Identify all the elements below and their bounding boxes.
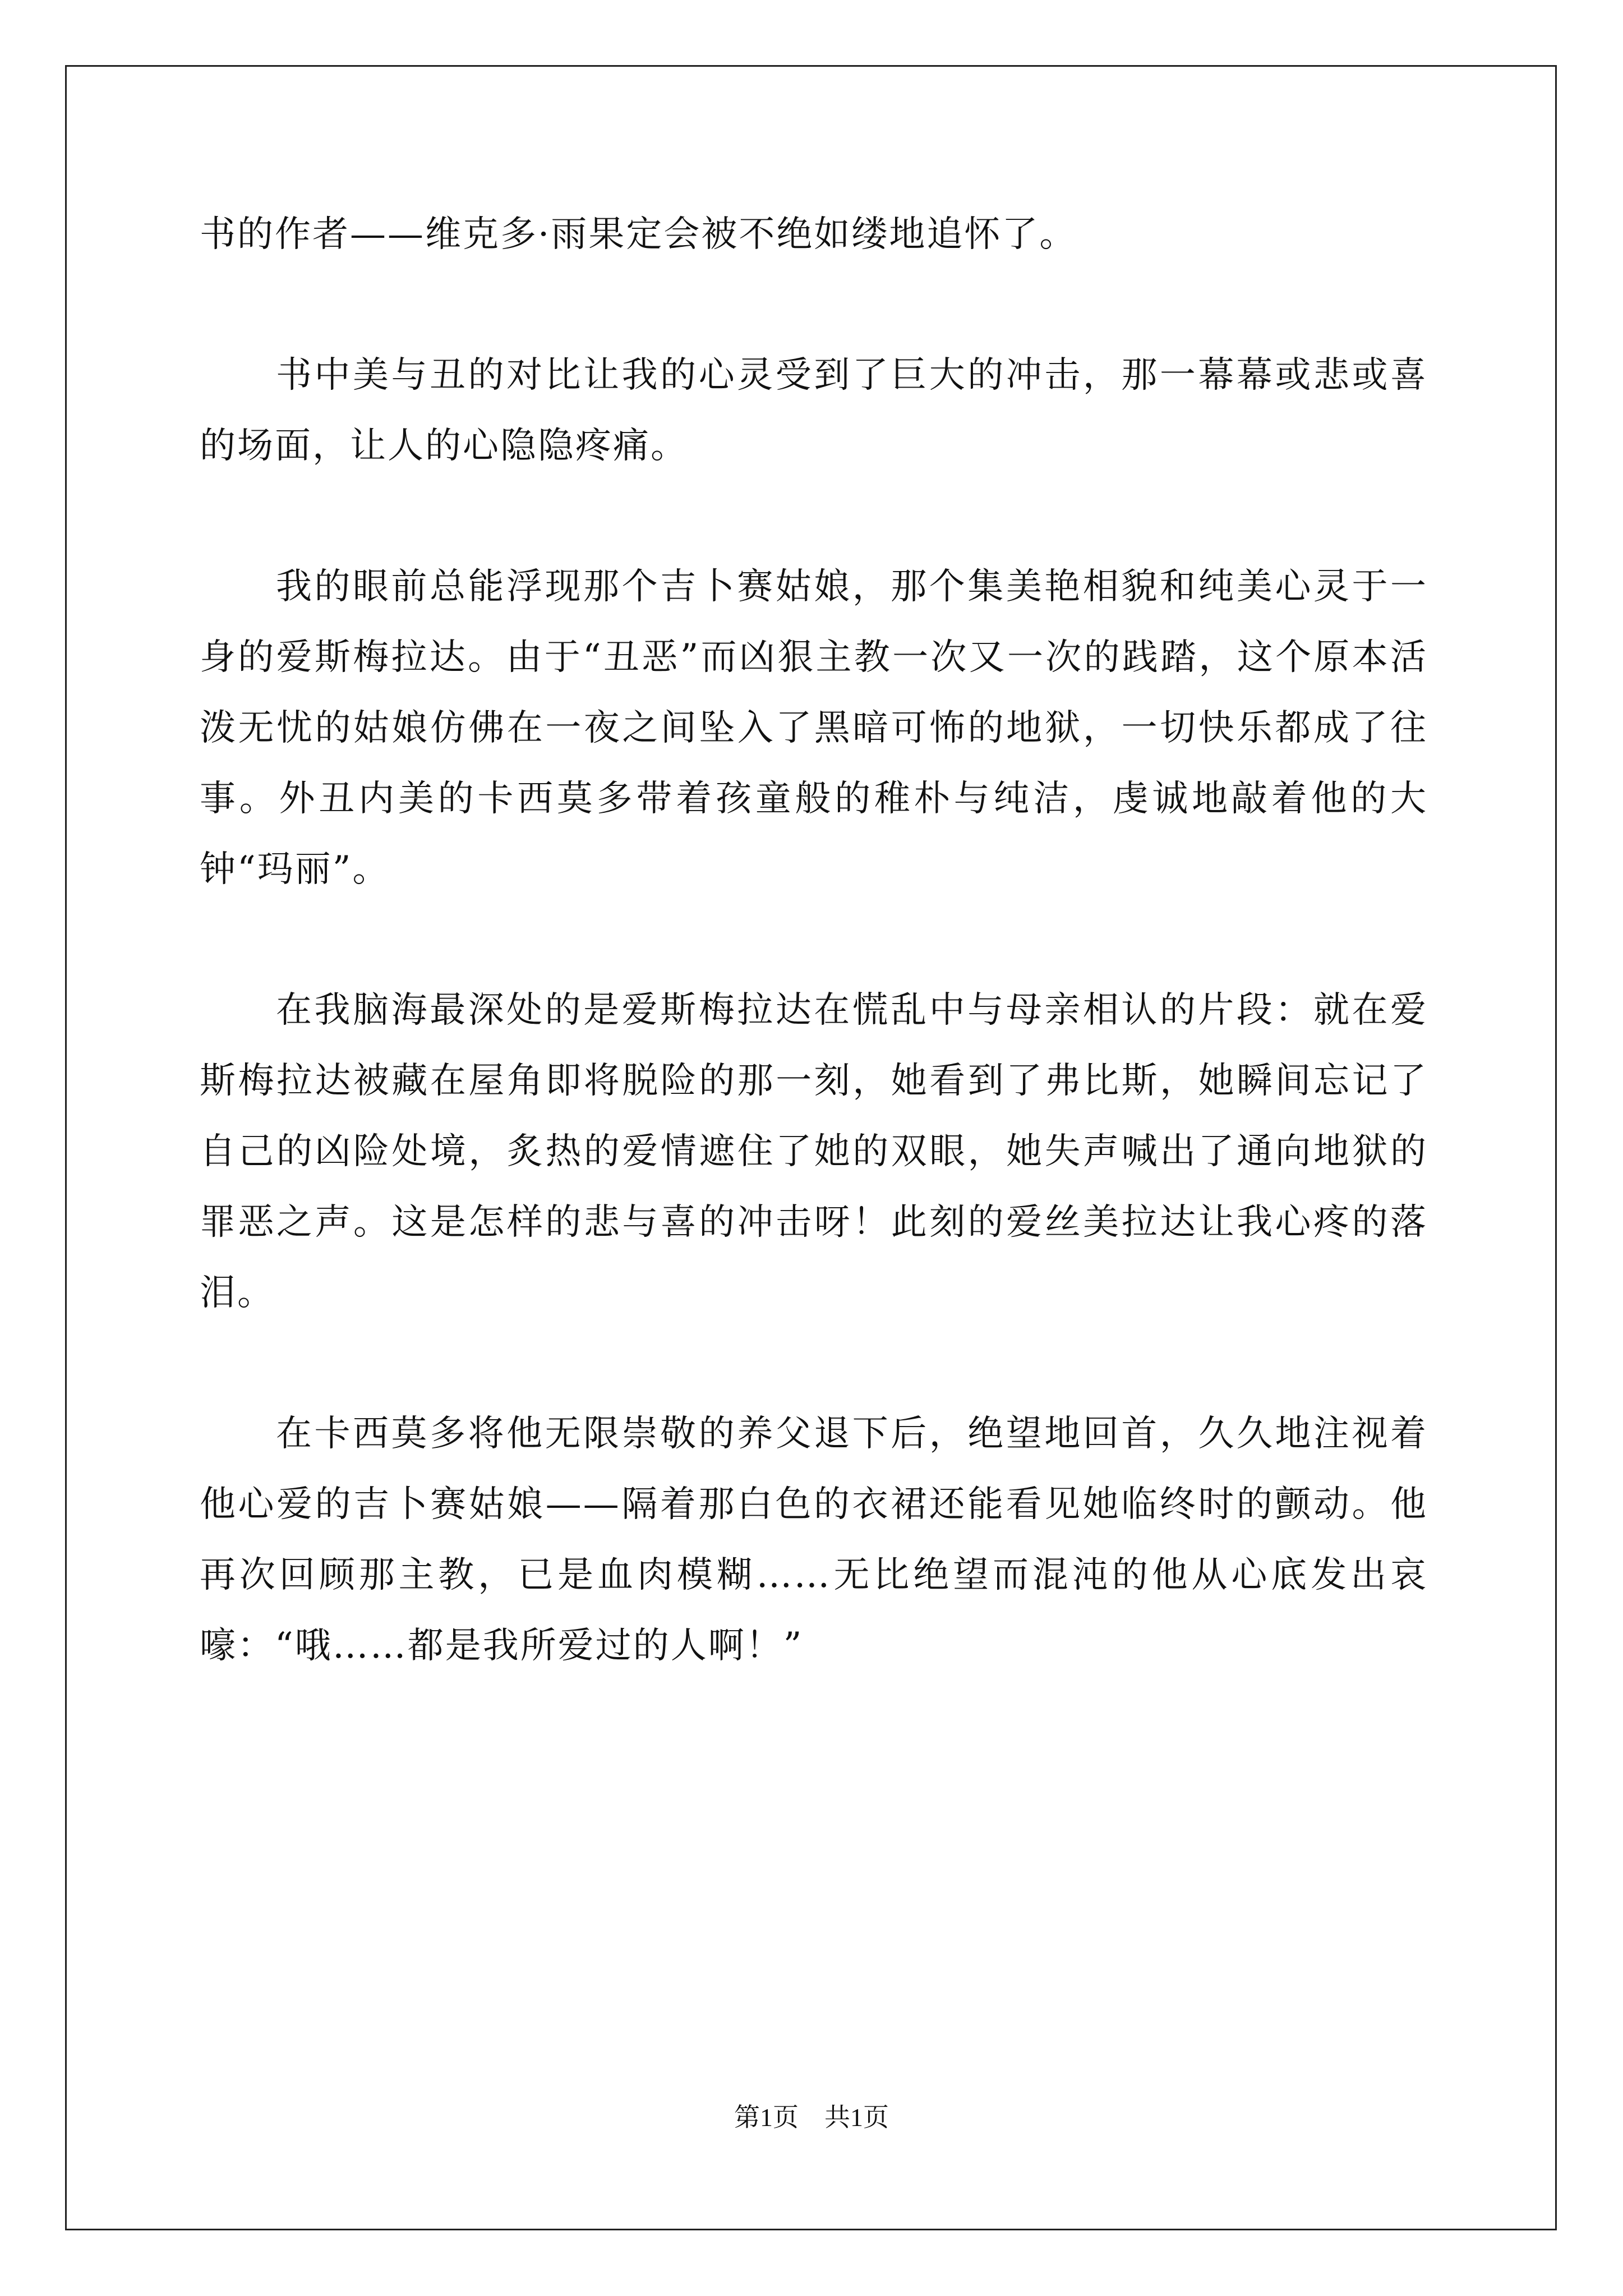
document-body xyxy=(200,199,1428,1681)
paragraph-2: 书中美与丑的对比让我的心灵受到了巨大的冲击，那一幕幕或悲或喜的场面，让人的心隐隐疼痛。 xyxy=(200,355,1428,467)
paragraph-3: 我的眼前总能浮现那个吉卜赛姑娘，那个集美艳相貌和纯美心灵于一身的爱斯梅拉达。由于“丑恶”而凶狠主教一次又一次的践踏，这个原本活泼无忧的姑娘仿佛在一夜之间坠入了黑暗可怖的地狱，一切快乐都成了往事。外丑内美的卡西莫多带着孩童般的稚朴与纯洁，虔诚地敲着他的大钟“玛丽”。 xyxy=(200,566,1428,890)
page-number: 第1页 xyxy=(734,2103,799,2132)
paragraph-5: 在卡西莫多将他无限崇敬的养父退下后，绝望地回首，久久地注视着他心爱的吉卜赛姑娘——隔着那白色的衣裙还能看见她临终时的颤动。他再次回顾那主教，已是血肉模糊……无比绝望而混沌的他从心底发出哀嚎：“哦……都是我所爱过的人啊！” xyxy=(200,1413,1428,1667)
page-footer xyxy=(0,2097,1623,2134)
page-total: 共1页 xyxy=(824,2103,889,2132)
paragraph-4: 在我脑海最深处的是爱斯梅拉达在慌乱中与母亲相认的片段：就在爱斯梅拉达被藏在屋角即将脱险的那一刻，她看到了弗比斯，她瞬间忘记了自己的凶险处境，炙热的爱情遮住了她的双眼，她失声喊出了通向地狱的罪恶之声。这是怎样的悲与喜的冲击呀！此刻的爱丝美拉达让我心疼的落泪。 xyxy=(200,990,1428,1314)
paragraph-1: 书的作者——维克多·雨果定会被不绝如缕地追怀了。 xyxy=(200,214,1077,255)
